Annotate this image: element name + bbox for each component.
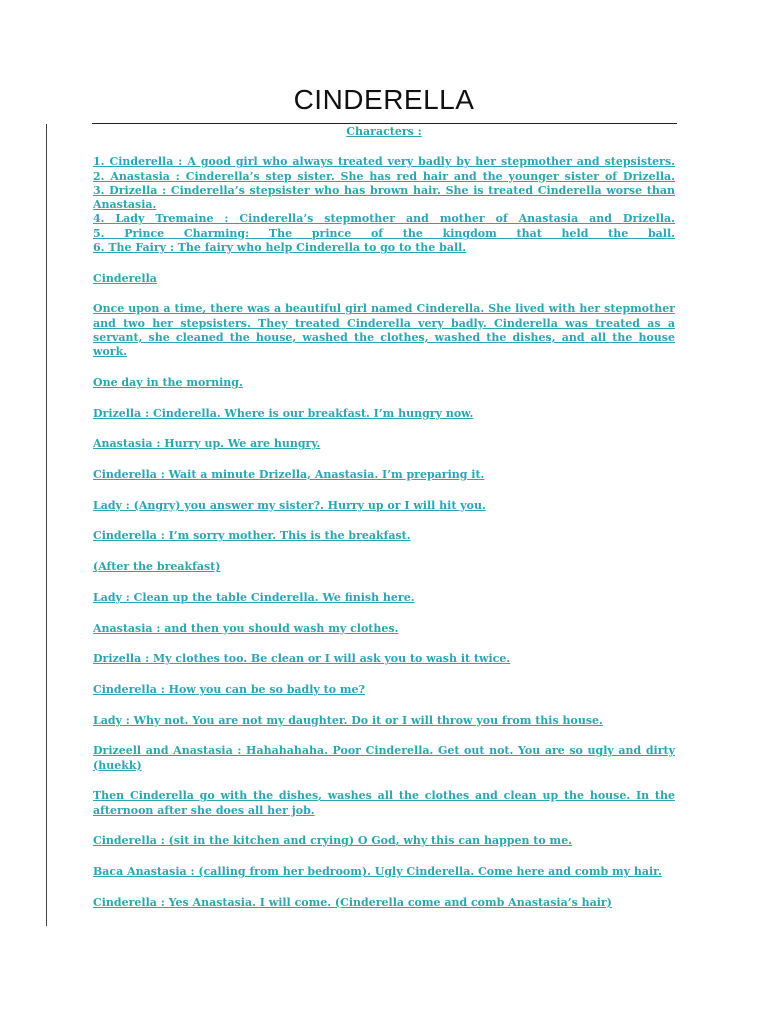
dialogue-line: Lady : Clean up the table Cinderella. We finish here.	[93, 590, 415, 604]
title-underline	[92, 123, 677, 124]
dialogue-line: Cinderella : Wait a minute Drizella, Anastasia. I’m preparing it.	[93, 468, 485, 482]
character-item: 6. The Fairy : The fairy who help Cinderella to go to the ball.	[93, 241, 467, 255]
character-item: Anastasia.	[93, 198, 157, 212]
dialogue-line: Drizeell and Anastasia : Hahahahaha. Poor Cinderella. Get out not. You are so ugly and dirty (huekk)	[93, 744, 675, 772]
dialogue-line: Drizella : Cinderella. Where is our breakfast. I’m hungry now.	[93, 406, 474, 420]
dialogue-line: Baca Anastasia : (calling from her bedroom). Ugly Cinderella. Come here and comb my hair.	[93, 864, 662, 878]
dialogue-line: Drizella : My clothes too. Be clean or I will ask you to wash it twice.	[93, 652, 511, 666]
document-body	[93, 125, 675, 910]
dialogue-line: Anastasia : and then you should wash my clothes.	[93, 621, 399, 635]
dialogue-line: Cinderella : Yes Anastasia. I will come. (Cinderella come and comb Anastasia’s hair)	[93, 895, 612, 909]
character-item: 4. Lady Tremaine : Cinderella’s stepmother and mother of Anastasia and Drizella.	[93, 212, 675, 226]
character-item: 1. Cinderella : A good girl who always treated very badly by her stepmother and stepsisters.	[93, 155, 675, 169]
story-paragraph: Once upon a time, there was a beautiful girl named Cinderella. She lived with her stepmother and two her stepsisters. They treated Cinderella very badly. Cinderella was treated as a servant, she cleaned the house, washed the clothes, washed the dishes, and all the house work.	[93, 302, 675, 359]
dialogue-line: Cinderella : I’m sorry mother. This is the breakfast.	[93, 529, 411, 543]
character-list	[93, 155, 675, 255]
stage-direction: (After the breakfast)	[93, 560, 221, 574]
dialogue-line: Lady : (Angry) you answer my sister?. Hurry up or I will hit you.	[93, 498, 486, 512]
left-margin-line	[46, 124, 47, 926]
dialogue-line: Anastasia : Hurry up. We are hungry.	[93, 437, 321, 451]
character-item: 2. Anastasia : Cinderella’s step sister. She has red hair and the younger sister of Drizella.	[93, 169, 675, 183]
story-heading: Cinderella	[93, 271, 157, 285]
story-paragraph: One day in the morning.	[93, 376, 243, 390]
character-item: 3. Drizella : Cinderella’s stepsister who has brown hair. She is treated Cinderella worse than	[93, 183, 675, 197]
characters-heading: Characters :	[346, 125, 422, 138]
story-paragraph: Then Cinderella go with the dishes, washes all the clothes and clean up the house. In the afternoon after she does all her job.	[93, 789, 675, 817]
dialogue-line: Cinderella : How you can be so badly to me?	[93, 682, 365, 696]
dialogue-line: Cinderella : (sit in the kitchen and crying) O God, why this can happen to me.	[93, 834, 573, 848]
dialogue-line: Lady : Why not. You are not my daughter. Do it or I will throw you from this house.	[93, 713, 603, 727]
page-title: CINDERELLA	[293, 84, 475, 115]
character-item: 5. Prince Charming: The prince of the kingdom that held the ball.	[93, 226, 675, 240]
